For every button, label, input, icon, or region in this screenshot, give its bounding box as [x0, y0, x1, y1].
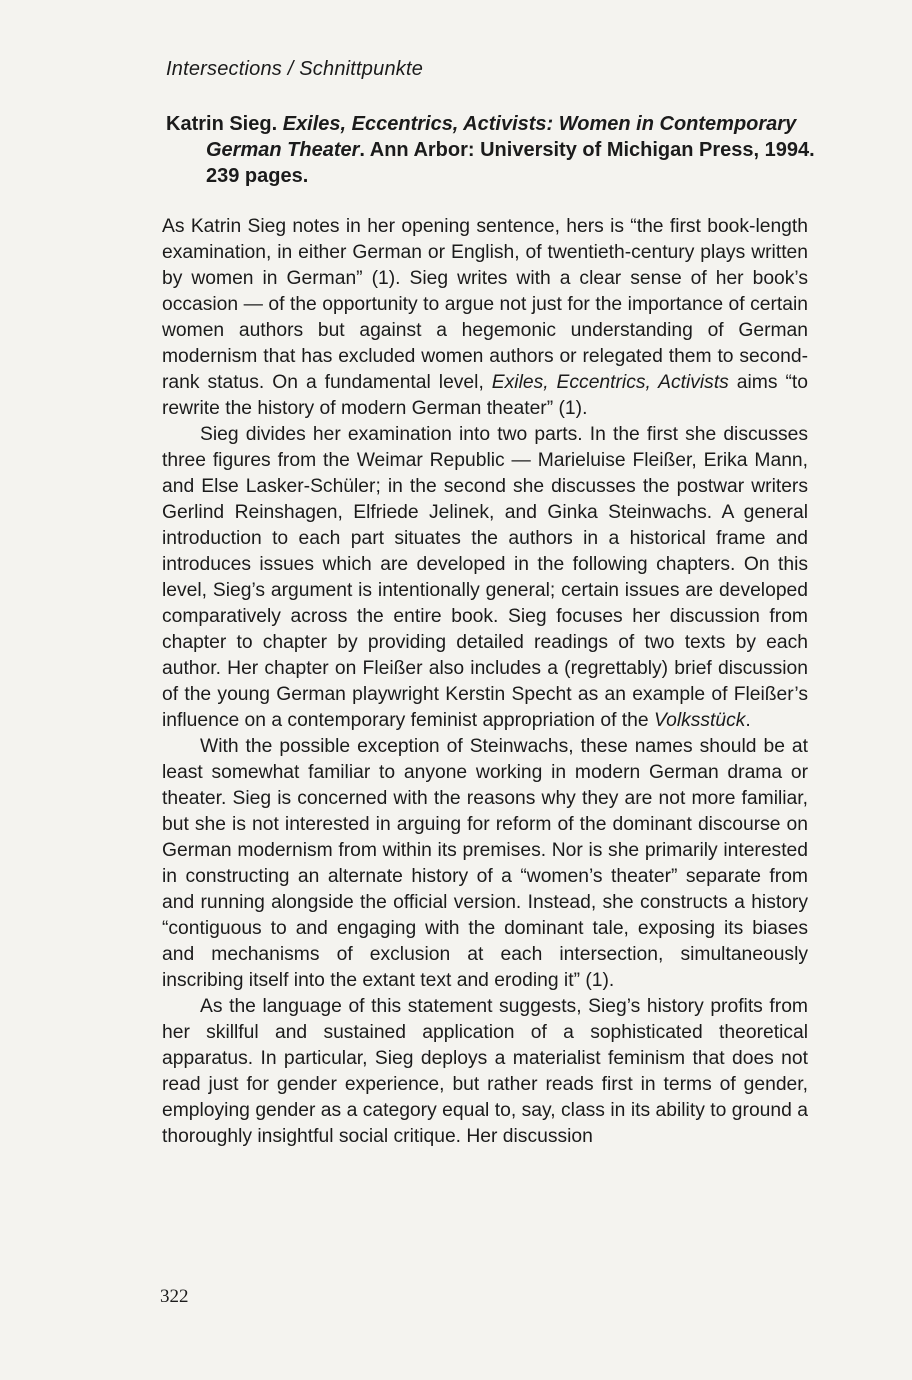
paragraph-1 — [162, 214, 808, 422]
review-body — [162, 214, 808, 1150]
citation-title-part2: German Theater — [206, 139, 360, 161]
citation-pages: 239 pages. — [206, 165, 309, 187]
paragraph-2-text: Sieg divides her examination into two parts. In the first she discusses three figures from the Weimar Republic — Marieluise Fleißer, Erika Mann, and Else Lasker-Schüler; in the second she discusses the postwar writers Gerlind Reinshagen, Elfriede Jelinek, and Ginka Steinwachs. A general introduction to each part situates the authors in a historical frame and introduces issues which are developed in the following chapters. On this level, Sieg’s argument is intentionally general; certain issues are developed comparatively across the entire book. Sieg focuses her discussion from chapter to chapter by providing detailed readings of two texts by each author. Her chapter on Fleißer also includes a (regrettably) brief discussion of the young German playwright Kerstin Specht as an example of Fleißer’s influence on a contemporary feminist appropriation of the — [162, 424, 808, 731]
paragraph-3-text: With the possible exception of Steinwachs, these names should be at least somewhat familiar to anyone working in modern German drama or theater. Sieg is concerned with the reasons why they are not more familiar, but she is not interested in arguing for reform of the dominant discourse on German modernism from within its premises. Nor is she primarily interested in constructing an alternate history of a “women’s theater” separate from and running alongside the official version. Instead, she constructs a history “contiguous to and engaging with the dominant tale, exposing its biases and mechanisms of exclusion at each intersection, simultaneously inscribing itself into the extant text and eroding it” (1). — [162, 736, 808, 991]
paragraph-1-italic-title: Exiles, Eccentrics, Activists — [491, 372, 729, 393]
running-head: Intersections / Schnittpunkte — [166, 58, 424, 80]
citation-publisher: . Ann Arbor: University of Michigan Press, 1994. — [359, 139, 815, 161]
paragraph-1-text-end: aims “to rewrite the history of modern German theater” (1). — [162, 372, 808, 419]
paragraph-3 — [162, 734, 808, 994]
paragraph-4 — [162, 994, 808, 1150]
paragraph-4-text: As the language of this statement suggests, Sieg’s history profits from her skillful and sustained application of a sophisticated theoretical apparatus. In particular, Sieg deploys a materialist feminism that does not read just for gender experience, but rather reads first in terms of gender, employing gender as a category equal to, say, class in its ability to ground a thoroughly insightful social critique. Her discussion — [162, 996, 808, 1147]
paragraph-2 — [162, 422, 808, 734]
paragraph-2-text-end: . — [745, 710, 751, 731]
page-number: 322 — [160, 1286, 189, 1307]
citation-author: Katrin Sieg. — [166, 113, 278, 135]
paragraph-1-text: As Katrin Sieg notes in her opening sentence, hers is “the first book-length examination, in either German or English, of twentieth-century plays written by women in German” (1). Sieg writes with a clear sense of her book’s occasion — of the opportunity to argue not just for the importance of certain women authors but against a hegemonic understanding of German modernism that has excluded women authors or relegated them to second-rank status. On a fundamental level, — [162, 216, 808, 393]
review-citation — [166, 111, 816, 189]
paragraph-2-italic-term: Volksstück — [653, 710, 746, 731]
citation-title-part1: Exiles, Eccentrics, Activists: Women in Contemporary — [282, 113, 797, 135]
